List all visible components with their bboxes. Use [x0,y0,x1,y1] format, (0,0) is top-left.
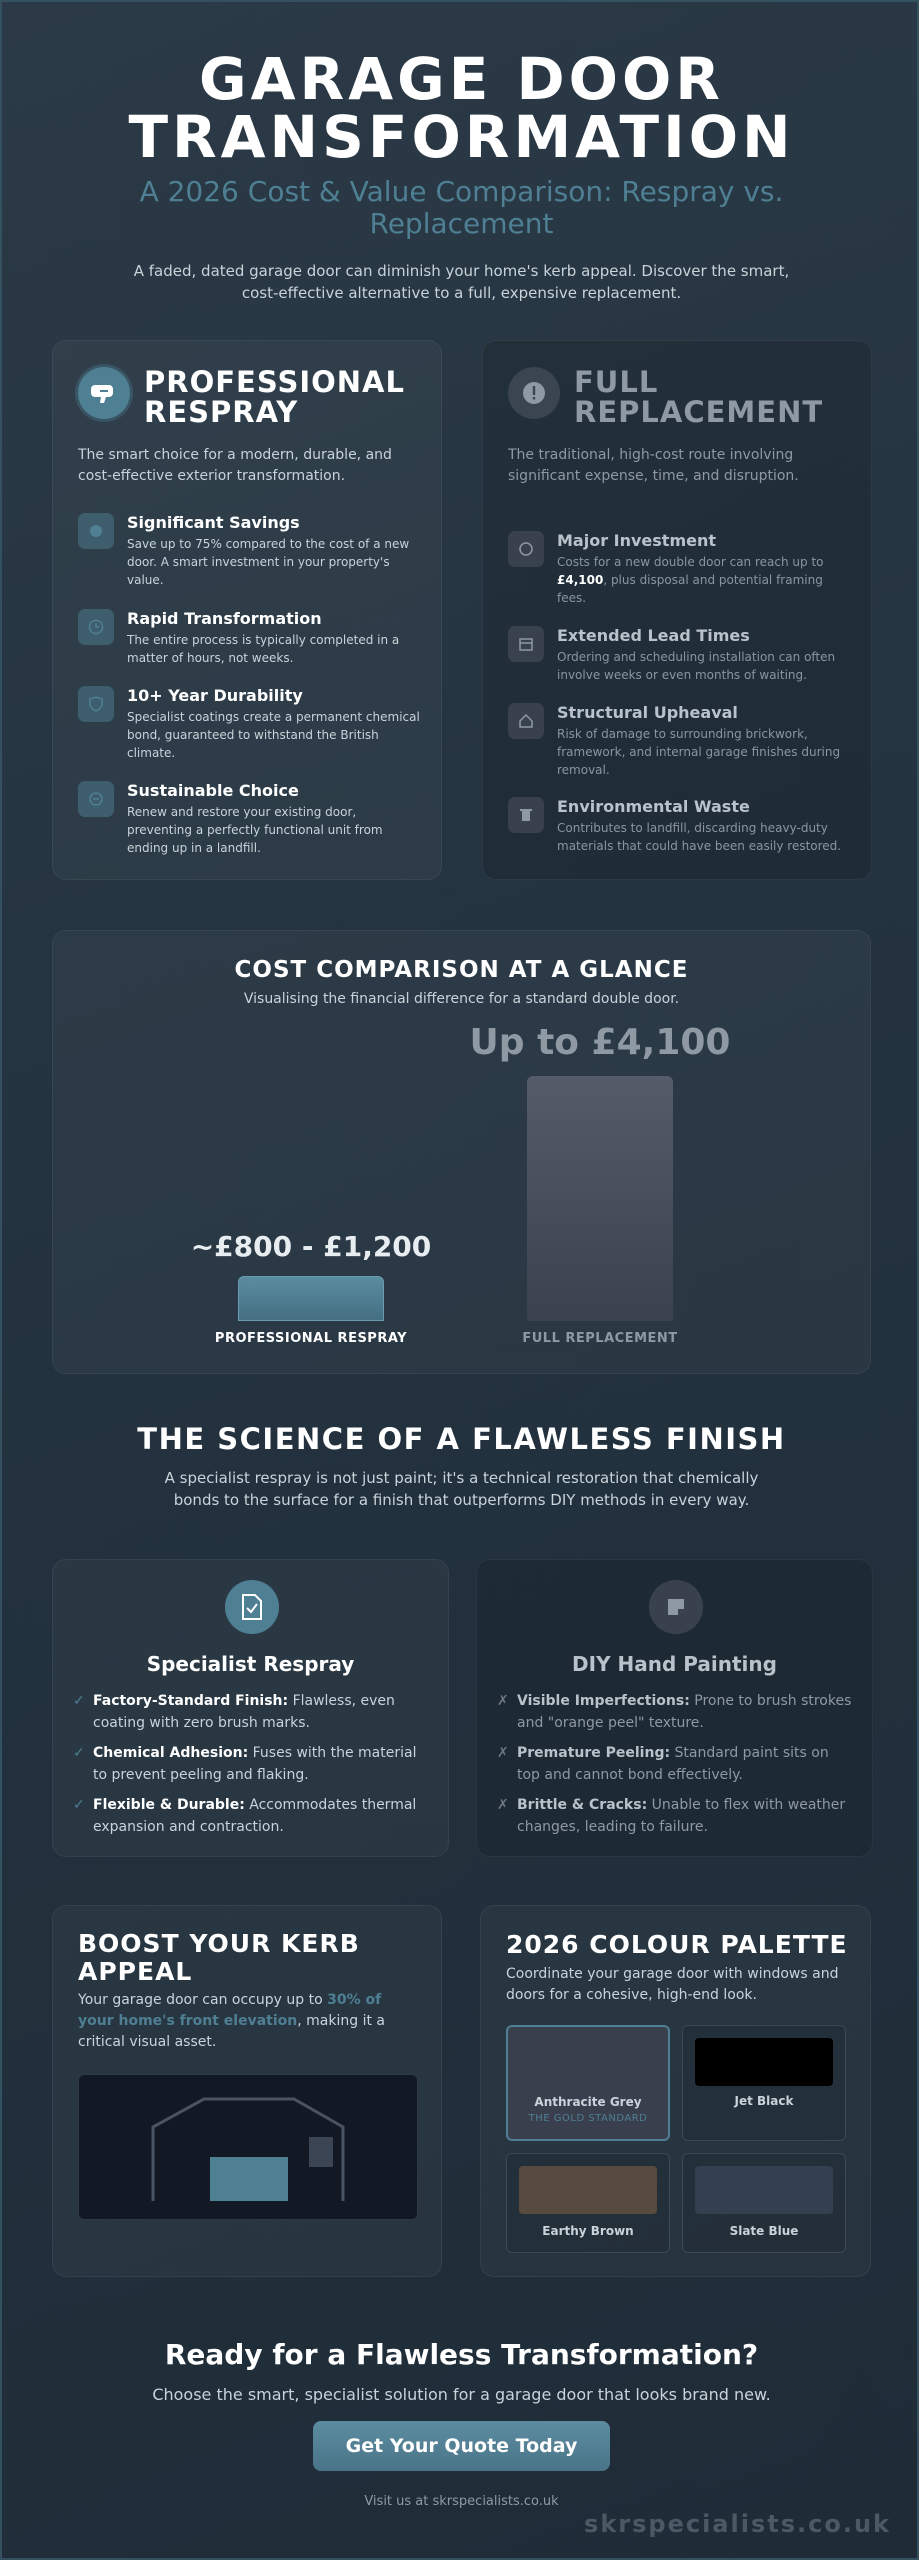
trash-icon [508,797,544,833]
diy-title: DIY Hand Painting [572,1652,777,1676]
swatch-name: Slate Blue [729,2224,799,2238]
swatch-slate-blue[interactable] [682,2153,846,2253]
cost-bar-replacement [527,1076,673,1321]
feature-text: Save up to 75% compared to the cost of a new door. A smart investment in your property's value. [127,537,410,587]
cost-category-label: FULL REPLACEMENT [522,1331,678,1346]
feature-text: Specialist coatings create a permanent chemical bond, guaranteed to withstand the British climate. [127,710,420,760]
palette-title: 2026 COLOUR PALETTE [506,1930,848,1959]
check-icon: ✓ [73,1745,85,1761]
feature-title: Significant Savings [127,513,300,532]
check-icon: ✓ [73,1693,85,1709]
calendar-icon [508,626,544,662]
swatch-chip [695,2038,833,2086]
watermark: skrspecialists.co.uk [584,2510,891,2538]
specialist-title: Specialist Respray [146,1652,355,1676]
palette-desc: Coordinate your garage door with windows and doors for a cohesive, high-end look. [506,1966,839,2003]
shield-icon [78,686,114,722]
clock-icon [78,609,114,645]
hero-section [2,45,919,304]
paint-brush-icon [649,1580,703,1634]
intro-text: A faded, dated garage door can diminish your home's kerb appeal. Discover the smart, cost-effective alternative to a full, expensive replacement. [133,262,790,302]
respray-desc: The smart choice for a modern, durable, and cost-effective exterior transformation. [78,447,392,484]
swatch-name: Jet Black [734,2094,794,2108]
house-damage-icon [508,703,544,739]
feature-text: Ordering and scheduling installation can often involve weeks or even months of waiting. [557,650,836,682]
savings-icon [78,513,114,549]
drawback-item: ✗ Premature Peeling: Standard paint sits on top and cannot bond effectively. [497,1742,854,1786]
respray-card [52,340,442,880]
feature-title: Major Investment [557,531,717,550]
feature-text: The entire process is typically completed in a matter of hours, not weeks. [127,633,400,665]
swatch-chip [695,2166,833,2214]
kerb-title: BOOST YOUR KERB APPEAL [78,1929,360,1986]
spray-gun-icon [78,367,130,419]
feature-item [78,513,421,589]
cross-icon: ✗ [497,1693,509,1709]
feature-title: Extended Lead Times [557,626,750,645]
diy-card [476,1559,873,1857]
feature-title: Sustainable Choice [127,781,299,800]
swatch-earthy-brown[interactable] [506,2153,670,2253]
cost-bar-respray [238,1276,384,1321]
feature-title: Structural Upheaval [557,703,738,722]
feature-title: Environmental Waste [557,797,750,816]
respray-title: PROFESSIONAL RESPRAY [144,365,405,429]
kerb-appeal-card [52,1905,442,2277]
science-subtitle: A specialist respray is not just paint; it's a technical restoration that chemically bonds to the surface for a finish that outperforms DIY methods in every way. [164,1469,759,1509]
feature-title: 10+ Year Durability [127,686,303,705]
specialist-card [52,1559,449,1857]
warning-icon [508,367,560,419]
document-check-icon [225,1580,279,1634]
visit-text: Visit us at skrspecialists.co.uk [364,2494,559,2509]
swatch-name: Earthy Brown [542,2224,634,2238]
feature-item [508,626,851,684]
cost-comparison-card [52,930,871,1374]
swatch-jet-black[interactable] [682,2025,846,2141]
feature-item [78,686,421,762]
swatch-anthracite-grey[interactable] [506,2025,670,2141]
feature-text: Renew and restore your existing door, preventing a perfectly functional unit from ending up in a landfill. [127,805,383,855]
feature-text: Risk of damage to surrounding brickwork, framework, and internal garage finishes during removal. [557,727,841,777]
money-icon [508,531,544,567]
swatch-tag: THE GOLD STANDARD [528,2113,648,2124]
kerb-text: Your garage door can occupy up to 30% of your home's front elevation, making it a critical visual asset. [78,1992,385,2050]
recycle-icon [78,781,114,817]
feature-text: Costs for a new double door can reach up to £4,100, plus disposal and potential framing fees. [557,555,824,605]
feature-text: Contributes to landfill, discarding heavy-duty materials that could have been easily restored. [557,821,842,853]
benefit-item: ✓ Flexible & Durable: Accommodates thermal expansion and contraction. [73,1794,430,1838]
feature-item [508,531,851,607]
cost-subtitle: Visualising the financial difference for a standard double door. [243,991,680,1007]
drawback-item: ✗ Brittle & Cracks: Unable to flex with weather changes, leading to failure. [497,1794,854,1838]
get-quote-button[interactable]: Get Your Quote Today [313,2421,610,2471]
colour-palette-card [480,1905,871,2277]
cta-subtitle: Choose the smart, specialist solution for a garage door that looks brand new. [152,2385,771,2404]
feature-item [508,797,851,855]
swatch-chip [519,2166,657,2214]
cta-title: Ready for a Flawless Transformation? [164,2338,759,2371]
house-illustration [78,2074,418,2220]
benefit-item: ✓ Factory-Standard Finish: Flawless, even coating with zero brush marks. [73,1690,430,1734]
cost-title: COST COMPARISON AT A GLANCE [234,957,689,983]
check-icon: ✓ [73,1797,85,1813]
science-title: THE SCIENCE OF A FLAWLESS FINISH [137,1422,786,1456]
cross-icon: ✗ [497,1797,509,1813]
benefit-item: ✓ Chemical Adhesion: Fuses with the material to prevent peeling and flaking. [73,1742,430,1786]
cross-icon: ✗ [497,1745,509,1761]
feature-item [508,703,851,779]
garage-door-shape [210,2157,288,2201]
swatch-name: Anthracite Grey [534,2095,642,2109]
feature-item [78,781,421,857]
replacement-title: FULL REPLACEMENT [574,365,824,429]
replacement-card [482,340,872,880]
page-title: GARAGE DOOR TRANSFORMATION [128,45,795,171]
cost-category-label: PROFESSIONAL RESPRAY [214,1331,408,1346]
feature-title: Rapid Transformation [127,609,322,628]
page-subtitle: A 2026 Cost & Value Comparison: Respray vs. Replacement [139,175,784,240]
replacement-desc: The traditional, high-cost route involving significant expense, time, and disruption. [508,447,799,484]
cost-value-label: ~£800 - £1,200 [190,1230,432,1263]
cost-value-label: Up to £4,100 [469,1022,731,1063]
drawback-item: ✗ Visible Imperfections: Prone to brush strokes and "orange peel" texture. [497,1690,854,1734]
feature-item [78,609,421,667]
